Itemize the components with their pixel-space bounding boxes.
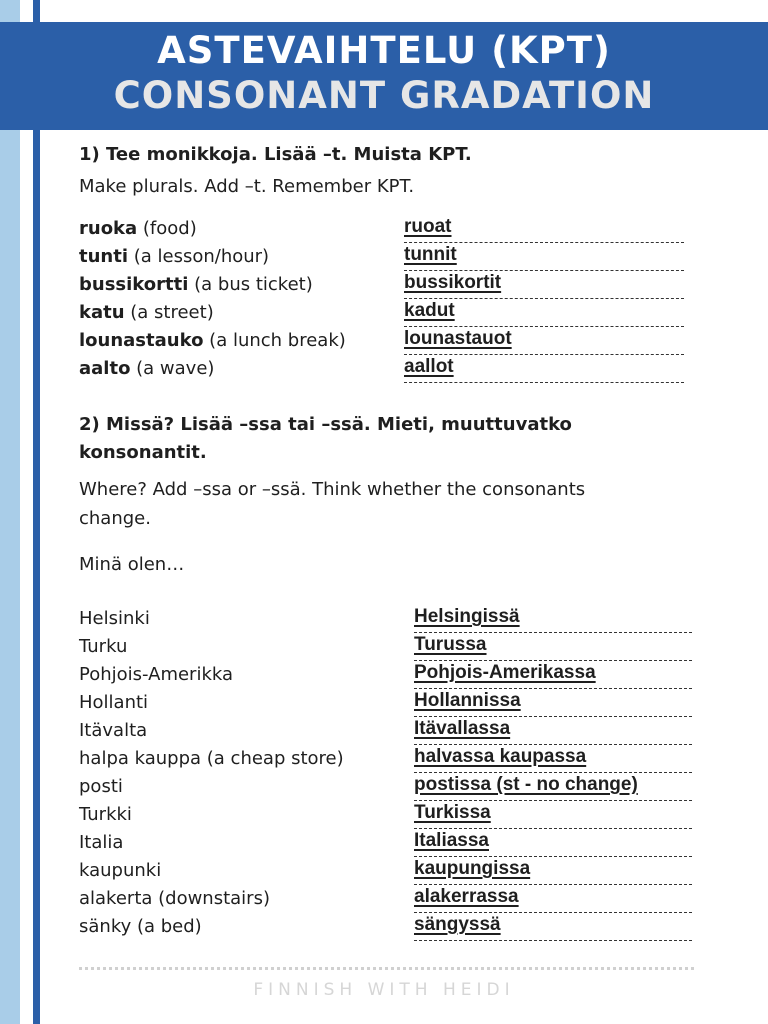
plural-word: lounastauko: [79, 330, 204, 351]
plural-gloss: (a bus ticket): [188, 274, 313, 295]
location-answer: kaupungissa: [414, 858, 531, 879]
plural-answer-field[interactable]: [404, 216, 684, 243]
location-answer: Turkissa: [414, 802, 491, 823]
plural-answer: tunnit: [404, 244, 457, 265]
location-answer-field[interactable]: [414, 718, 692, 745]
plural-gloss: (a lesson/hour): [128, 246, 270, 267]
location-row: [79, 636, 729, 664]
location-word: Hollanti: [79, 692, 149, 713]
location-word: halpa kauppa (a cheap store): [79, 748, 344, 769]
location-answer-field[interactable]: [414, 802, 692, 829]
plural-row: [79, 302, 729, 330]
location-row: [79, 720, 729, 748]
plural-row: [79, 218, 729, 246]
section2-instruction-en-line1: Where? Add –ssa or –ssä. Think whether the consonants: [79, 479, 586, 500]
title-banner: [0, 22, 768, 130]
section2-instruction-fi-line1: 2) Missä? Lisää –ssa tai –ssä. Mieti, muuttuvatko: [79, 414, 572, 435]
plural-row: [79, 246, 729, 274]
section2-instruction-en-line2: change.: [79, 508, 151, 529]
plural-word: ruoka: [79, 218, 138, 239]
section1-instruction-en: Make plurals. Add –t. Remember KPT.: [79, 176, 415, 197]
plural-answer: bussikortit: [404, 272, 502, 293]
location-answer-field[interactable]: [414, 914, 692, 941]
title-line-1: ASTEVAIHTELU (KPT): [157, 29, 611, 72]
location-word: Italia: [79, 832, 124, 853]
location-answer: sängyssä: [414, 914, 501, 935]
location-word: Helsinki: [79, 608, 150, 629]
plural-answer-field[interactable]: [404, 300, 684, 327]
plural-answer-field[interactable]: [404, 328, 684, 355]
location-answer-field[interactable]: [414, 886, 692, 913]
plural-word: katu: [79, 302, 125, 323]
location-row: [79, 776, 729, 804]
location-answer: postissa (st - no change): [414, 774, 638, 795]
location-answer: halvassa kaupassa: [414, 746, 587, 767]
location-row: [79, 664, 729, 692]
location-row: [79, 832, 729, 860]
footer-divider: [79, 967, 694, 970]
location-answer-field[interactable]: [414, 830, 692, 857]
location-row: [79, 692, 729, 720]
location-word: Pohjois-Amerikka: [79, 664, 234, 685]
location-word: Turku: [79, 636, 128, 657]
plural-word: tunti: [79, 246, 129, 267]
location-word: posti: [79, 776, 123, 797]
section1-instruction-fi: 1) Tee monikkoja. Lisää –t. Muista KPT.: [79, 144, 472, 165]
location-row: [79, 748, 729, 776]
location-answer-field[interactable]: [414, 606, 692, 633]
plural-answer: aallot: [404, 356, 454, 377]
plural-answer: lounastauot: [404, 328, 512, 349]
location-answer-field[interactable]: [414, 690, 692, 717]
location-answer-field[interactable]: [414, 662, 692, 689]
left-stripe-dark: [33, 0, 40, 1024]
plural-row: [79, 358, 729, 386]
location-word: Turkki: [79, 804, 132, 825]
location-answer: Helsingissä: [414, 606, 520, 627]
footer-brand: FINNISH WITH HEIDI: [253, 980, 515, 1000]
plural-word: bussikortti: [79, 274, 189, 295]
plural-answer: kadut: [404, 300, 455, 321]
plural-gloss: (a street): [124, 302, 214, 323]
plural-gloss: (a lunch break): [203, 330, 346, 351]
location-row: [79, 804, 729, 832]
location-word: sänky (a bed): [79, 916, 202, 937]
location-answer: alakerrassa: [414, 886, 519, 907]
location-answer-field[interactable]: [414, 858, 692, 885]
location-row: [79, 916, 729, 944]
plural-answer-field[interactable]: [404, 272, 684, 299]
plural-answer-field[interactable]: [404, 356, 684, 383]
location-answer: Hollannissa: [414, 690, 521, 711]
plural-row: [79, 330, 729, 358]
location-answer: Italiassa: [414, 830, 489, 851]
plural-answer: ruoat: [404, 216, 452, 237]
section2-lead: Minä olen…: [79, 554, 185, 575]
plural-answer-field[interactable]: [404, 244, 684, 271]
location-row: [79, 888, 729, 916]
location-word: alakerta (downstairs): [79, 888, 270, 909]
section2-instruction-fi-line2: konsonantit.: [79, 442, 207, 463]
plural-gloss: (a wave): [130, 358, 215, 379]
location-answer-field[interactable]: [414, 774, 692, 801]
location-answer-field[interactable]: [414, 746, 692, 773]
plural-word: aalto: [79, 358, 131, 379]
location-answer-field[interactable]: [414, 634, 692, 661]
location-word: Itävalta: [79, 720, 148, 741]
plural-gloss: (food): [137, 218, 197, 239]
location-word: kaupunki: [79, 860, 162, 881]
left-stripe-light: [0, 0, 20, 1024]
location-row: [79, 608, 729, 636]
location-answer: Pohjois-Amerikassa: [414, 662, 596, 683]
plural-row: [79, 274, 729, 302]
location-answer: Itävallassa: [414, 718, 511, 739]
title-line-2: CONSONANT GRADATION: [113, 74, 655, 117]
location-row: [79, 860, 729, 888]
location-answer: Turussa: [414, 634, 487, 655]
